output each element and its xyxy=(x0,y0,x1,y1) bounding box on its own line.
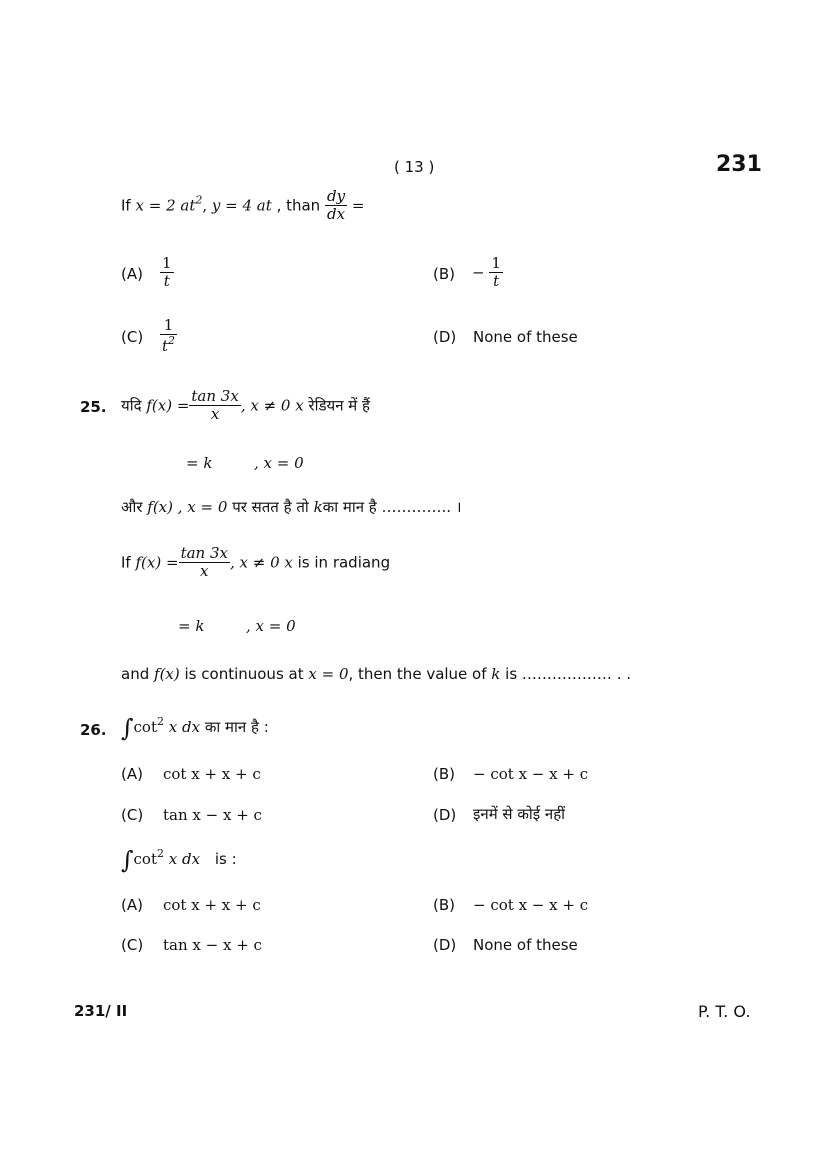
q24-option-c-label: (C) xyxy=(121,328,144,346)
q24-eq1-exponent: 2 xyxy=(195,193,203,207)
q26-hi-suffix: का मान है : xyxy=(204,718,269,736)
q25-hindi-line xyxy=(121,497,462,517)
q25-en-cond: , x ≠ 0 x xyxy=(229,553,293,572)
q25-en-x0: x = 0 xyxy=(308,665,349,683)
q26-en-exp: 2 xyxy=(156,847,164,860)
q26-en-option-b-label: (B) xyxy=(433,896,455,914)
q25-hi-frac-den: x xyxy=(210,405,220,424)
q25-hi-radian: रेडियन में हैं xyxy=(308,396,371,415)
q25-hi-fraction xyxy=(189,388,240,424)
q25-english-stem xyxy=(121,545,390,581)
q25-en-cond0: , x = 0 xyxy=(246,617,296,635)
q24-option-a-label: (A) xyxy=(121,265,143,283)
q24-than: , than xyxy=(276,196,321,215)
q26-number: 26. xyxy=(80,721,107,739)
q25-en-and: and xyxy=(121,665,150,683)
q25-hi-k: k xyxy=(313,498,323,516)
q26-en-option-d-text: None of these xyxy=(473,936,578,954)
q24-option-d-text: None of these xyxy=(473,328,578,346)
q24-option-a xyxy=(160,255,174,291)
q24-eq1: x = 2 at xyxy=(135,196,196,215)
page-number: ( 13 ) xyxy=(394,158,435,176)
q25-number: 25. xyxy=(80,398,107,416)
q25-en-frac-num: tan 3x xyxy=(180,544,228,562)
q26-en-cot: cot xyxy=(133,850,157,868)
q26-hi-option-d-label: (D) xyxy=(433,806,457,824)
q25-hi-cont: पर सतत है तो xyxy=(232,498,309,516)
q24-option-d-label: (D) xyxy=(433,328,457,346)
q24-c-den-exp: 2 xyxy=(168,334,176,348)
q24-frac-num: dy xyxy=(326,187,346,205)
q26-en-option-a-label: (A) xyxy=(121,896,143,914)
q24-stem: If x = 2 $at^2$, y = 4 at , than $\frac{dy}{dx}$ = xyxy=(121,187,365,224)
q24-equals: = xyxy=(351,196,365,215)
q24-b-den: t xyxy=(493,272,500,291)
q26-exp: 2 xyxy=(156,715,164,728)
q24-a-den: t xyxy=(163,272,170,291)
q26-cot: cot xyxy=(133,718,157,736)
q26-en-option-d-label: (D) xyxy=(433,936,457,954)
q26-en-option-b-text: − cot x − x + c xyxy=(473,896,589,914)
q26-english-stem xyxy=(121,846,237,874)
q25-english-line xyxy=(121,665,631,683)
q25-hi-fx: f(x) = xyxy=(146,396,190,415)
q24-frac-den: dx xyxy=(326,205,346,224)
q25-en-eqk: = k xyxy=(178,617,205,635)
q25-hi-cond0: , x = 0 xyxy=(254,454,304,472)
q25-hi-lead: यदि xyxy=(121,396,142,415)
q25-en-k: k xyxy=(491,665,501,683)
q26-hi-option-b-label: (B) xyxy=(433,765,455,783)
footer-pto: P. T. O. xyxy=(698,1002,751,1021)
q25-en-frac-den: x xyxy=(200,562,209,581)
q26-hi-option-c-text: tan x − x + c xyxy=(163,806,262,824)
q26-hi-option-c-label: (C) xyxy=(121,806,144,824)
q26-en-option-a-text: cot x + x + c xyxy=(163,896,261,914)
q24-derivative-fraction xyxy=(325,188,347,224)
q25-en-f: f(x) xyxy=(154,665,180,683)
q26-en-xdx: x dx xyxy=(168,850,201,868)
q26-xdx: x dx xyxy=(168,718,201,736)
q26-hi-option-b-text: − cot x − x + c xyxy=(473,765,589,783)
footer-code: 231/ II xyxy=(74,1002,128,1020)
q26-hi-option-a-text: cot x + x + c xyxy=(163,765,261,783)
q24-eq2: y = 4 at xyxy=(211,196,272,215)
q26-en-option-c-label: (C) xyxy=(121,936,144,954)
q24-option-b xyxy=(472,255,503,291)
q25-hi-frac-num: tan 3x xyxy=(191,387,239,405)
q25-hi-cond: , x ≠ 0 x xyxy=(240,396,304,415)
paper-code: 231 xyxy=(716,152,762,177)
q25-en-then: , then the value of xyxy=(348,665,487,683)
q24-a-num: 1 xyxy=(162,254,172,272)
q24-if: If xyxy=(121,196,131,215)
q25-hi-and: और xyxy=(121,498,143,516)
q26-en-suffix: is : xyxy=(214,850,237,868)
q24-b-sign: − xyxy=(472,263,485,282)
q25-en-fx: f(x) = xyxy=(135,553,179,572)
q25-en-radiang: is in radiang xyxy=(297,553,391,572)
q25-en-is: is ……………… . . xyxy=(505,665,631,683)
q25-hi-fx0: f(x) , x = 0 xyxy=(147,498,228,516)
q24-option-c xyxy=(160,317,177,356)
q26-hi-option-d-text: इनमें से कोई नहीं xyxy=(473,805,566,823)
q24-c-den: t xyxy=(162,337,169,356)
q25-hi-eqk: = k xyxy=(186,454,213,472)
q24-option-b-label: (B) xyxy=(433,265,455,283)
q25-en-if: If xyxy=(121,553,131,572)
q25-en-cont: is continuous at xyxy=(184,665,304,683)
q26-en-option-c-text: tan x − x + c xyxy=(163,936,262,954)
q24-c-num: 1 xyxy=(160,317,177,335)
q26-en-integral-sign: ∫ xyxy=(121,846,134,874)
q25-en-fraction xyxy=(179,545,230,581)
q24-b-num: 1 xyxy=(491,254,501,272)
q25-hindi-stem xyxy=(121,388,370,424)
q26-hi-option-a-label: (A) xyxy=(121,765,143,783)
q25-hi-value: का मान है ………….. । xyxy=(322,498,462,516)
q26-hindi-stem xyxy=(121,714,269,742)
q26-integral-sign: ∫ xyxy=(121,714,134,742)
